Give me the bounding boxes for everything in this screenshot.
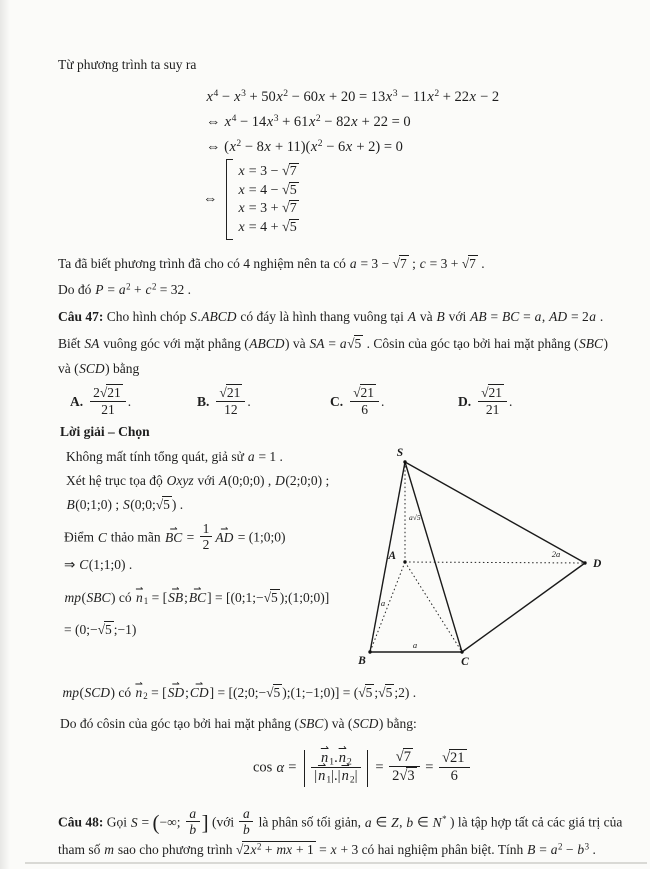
solution-header: Lời giải – Chọn <box>60 424 150 439</box>
solution-line9: Do đó côsin của góc tạo bởi hai mặt phẳng (SBC) và (SCD) bằng: <box>60 716 417 731</box>
vertex-label-C: C <box>461 656 469 668</box>
case-4: x = 4 + √5 <box>238 219 297 235</box>
option-c: C. $\frac{√21}{6}$ . <box>330 385 385 417</box>
pyramid-figure <box>352 443 650 678</box>
dimension-label-BC: a <box>412 640 418 650</box>
question48-line1: Câu 48: Gọi S = (−∞; $\frac{a}{b}$ ] (với $\frac{a}{b}$ là phân số tối giản, a ∈ Z, b ∈ N* ) là tập hợp tất cả các giá trị của <box>58 806 623 838</box>
edge-AB-dotted <box>370 562 405 652</box>
option-a-label: A. <box>70 394 84 410</box>
equation-3: ⇔ $(x^2 - 8x + 11)(x^2 - 6x + 2) = 0$ <box>206 138 403 155</box>
option-d-label: D. <box>458 394 472 410</box>
case-1: x = 3 − √7 <box>238 164 297 179</box>
option-a: A. $\frac{2√21}{21}$ . <box>70 385 132 417</box>
cases-equiv-arrow: ⇔ <box>203 191 218 207</box>
equation-1: $x^4 - x^3 + 50x^2 - 60x + 20 = 13x^3 - 11x^2 + 22x - 2$ <box>206 88 500 105</box>
question47-line3: và (SCD) bằng <box>58 361 140 376</box>
edge-AC-dotted <box>405 562 462 652</box>
vertex-dot-A <box>403 560 406 563</box>
cosine-formula: cos α = ⇀ $\frac{n_1.⇀ n_2}{|⇀ n_1|.|⇀ n_2|}$ = $\frac{√7}{2√3}$ = $\frac{√21}{6}$ <box>253 748 472 787</box>
vertex-dot-C <box>460 650 463 653</box>
vertex-dot-D <box>583 561 586 564</box>
option-d: D. $\frac{√21}{21}$ . <box>458 385 513 417</box>
solution-line6: mp(SBC) có ⇀ $n_1$ = [⇀ SB;⇀ BC] = [(0;1;−√5 );(1;0;0)] <box>64 589 329 607</box>
solution-line7: = (0;−√5 ;−1) <box>64 622 137 637</box>
edge-AD-dotted <box>405 562 585 563</box>
question47-line2: Biết SA vuông góc với mặt phẳng (ABCD) và SA = a√5 . Côsin của góc tạo bởi hai mặt phẳng (SBC) <box>58 336 609 351</box>
edge-SD <box>405 462 585 563</box>
question47-line1: Câu 47: Cho hình chóp S.ABCD có đáy là hình thang vuông tại A và B với AB = BC = a, AD = 2a . <box>58 309 604 324</box>
option-b: B. $\frac{√21}{12}$ . <box>197 385 251 417</box>
edge-CD <box>462 563 585 652</box>
vertex-label-S: S <box>396 447 404 459</box>
vertex-label-B: B <box>358 655 366 667</box>
conclusion-p-value: Do đó $P = a^2 + c^2 = 32$ . <box>58 281 192 297</box>
vertex-label-A: A <box>388 550 396 562</box>
equation-2: ⇔ $x^4 - 14x^3 + 61x^2 - 82x + 22 = 0$ <box>206 113 411 130</box>
solution-cases-block <box>226 159 299 240</box>
vertex-dot-S <box>403 460 406 463</box>
case-2: x = 4 − √5 <box>238 182 297 198</box>
question48-line2: tham số m sao cho phương trình $√2x^2$ + mx + 1 = x + 3 có hai nghiệm phân biệt. Tính $B = a^2 - b^3$ . <box>58 841 596 857</box>
dimension-label-SA: a√5 <box>409 513 421 522</box>
solution-line2: Xét hệ trục tọa độ Oxyz với A(0;0;0) , D(2;0;0) ; <box>66 473 330 488</box>
intro-line: Từ phương trình ta suy ra <box>58 57 197 72</box>
vertex-label-D: D <box>593 558 602 570</box>
dimension-label-AD: 2a <box>551 549 561 559</box>
solution-line8: mp(SCD) có ⇀ $n_2$ = [⇀ SD;⇀ CD] = [(2;0;−√5 );(1;−1;0)] = (√5 ;√5 ;2) . <box>62 684 416 702</box>
scan-edge-shadow <box>0 0 10 869</box>
option-b-label: B. <box>197 394 210 410</box>
solution-line1: Không mất tính tổng quát, giả sử a = 1 . <box>66 449 283 464</box>
scan-artifact-line <box>25 862 647 864</box>
edge-SC <box>405 462 462 652</box>
solution-line5: ⇒ C(1;1;0) . <box>64 557 133 572</box>
vertex-dot-B <box>368 650 371 653</box>
dimension-label-AB: a <box>380 598 386 608</box>
conclusion-roots: Ta đã biết phương trình đã cho có 4 nghiệm nên ta có a = 3 − √7 ; c = 3 + √7 . <box>58 256 485 271</box>
solution-line4: Điểm C thảo mãn ⇀ BC = $\frac{1}{2}$ ⇀ AD = (1;0;0) <box>64 521 286 552</box>
solution-line3: B(0;1;0) ; S(0;0;√5 ) . <box>66 497 184 512</box>
option-c-label: C. <box>330 394 344 410</box>
case-3: x = 3 + √7 <box>238 201 297 216</box>
